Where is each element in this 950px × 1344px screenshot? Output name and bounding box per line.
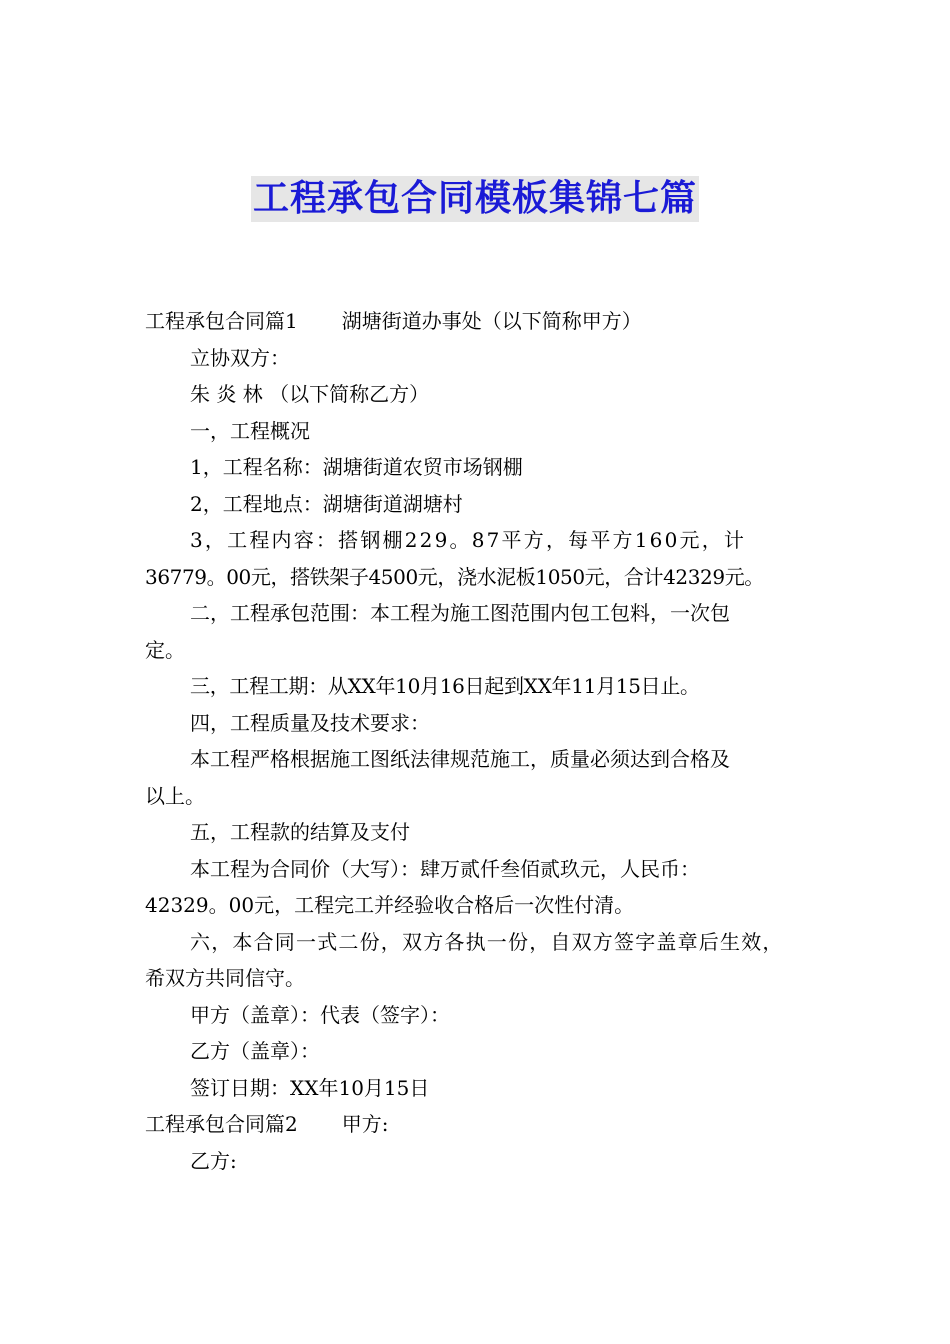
section-heading: 工程承包合同篇2 — [145, 1112, 298, 1136]
paragraph-line: 3，工程内容：搭钢棚229。87平方，每平方160元，计 — [190, 528, 747, 552]
paragraph-line: 六，本合同一式二份，双方各执一份，自双方签字盖章后生效， — [190, 929, 784, 954]
paragraph-line: 42329。00元，工程完工并经验收合格后一次性付清。 — [145, 893, 635, 917]
paragraph-line: 本工程严格根据施工图纸法律规范施工，质量必须达到合格及 — [190, 747, 730, 771]
paragraph: 三，工程工期：从XX年10月16日起到XX年11月15日止。 — [190, 674, 700, 698]
paragraph: 四，工程质量及技术要求： — [190, 710, 430, 735]
party-a-name: 湖塘街道办事处（以下简称甲方） — [341, 309, 642, 333]
paragraph-contract-2-heading — [145, 1106, 807, 1143]
paragraph-line: 本工程为合同价（大写）：肆万贰仟叁佰贰玖元，人民币： — [190, 856, 700, 881]
paragraph: 2，工程地点：湖塘街道湖塘村 — [190, 491, 463, 516]
paragraph: 乙方（盖章）： — [190, 1039, 320, 1063]
paragraph: 乙方: — [190, 1148, 237, 1173]
paragraph: 签订日期：XX年10月15日 — [190, 1075, 430, 1100]
paragraph-line: 二，工程承包范围：本工程为施工图范围内包工包料，一次包 — [190, 601, 730, 625]
document-body — [145, 303, 807, 1179]
paragraph: 五，工程款的结算及支付 — [190, 820, 410, 844]
paragraph-line: 以上。 — [145, 783, 205, 808]
document-title: 工程承包合同模板集锦七篇 — [251, 176, 699, 222]
paragraph-line: 定。 — [145, 637, 185, 662]
paragraph-contract-1-heading — [145, 303, 807, 340]
paragraph: 立协双方： — [190, 345, 290, 370]
section-heading: 工程承包合同篇1 — [145, 309, 298, 333]
party-a-label: 甲方: — [341, 1112, 389, 1136]
paragraph-line: 希双方共同信守。 — [145, 966, 305, 990]
paragraph: 一，工程概况 — [190, 418, 310, 443]
title-container — [0, 176, 950, 222]
paragraph: 甲方（盖章）：代表（签字）： — [190, 1002, 450, 1027]
paragraph: 朱 炎 林 （以下简称乙方） — [190, 382, 430, 406]
paragraph: 1，工程名称：湖塘街道农贸市场钢棚 — [190, 455, 523, 479]
paragraph-line: 36779。00元，搭铁架子4500元，浇水泥板1050元，合计42329元。 — [145, 564, 764, 589]
